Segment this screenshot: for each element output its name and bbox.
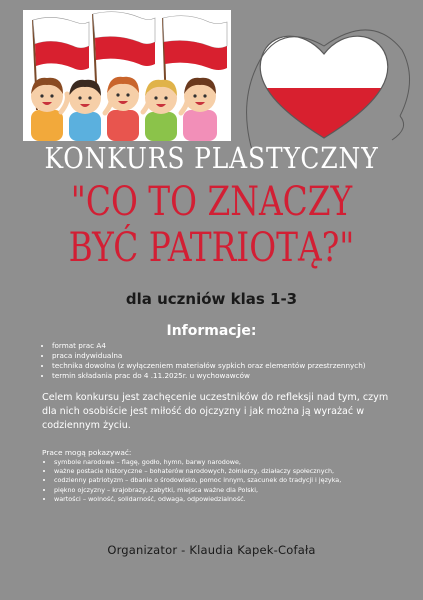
contest-title: KONKURS PLASTYCZNY	[44, 141, 379, 175]
goal-paragraph: Celem konkursu jest zachęcenie uczestników do refleksji nad tym, czym dla nich osobiście jest miłość do ojczyzny i jak można ją wyrażać w codziennym życiu.	[42, 392, 389, 431]
info-heading: Informacje:	[166, 323, 257, 339]
contest-subtitle-line2: BYĆ PATRIOTĄ?"	[68, 225, 355, 271]
info-item: • technika dowolna (z wyłączeniem materiałów sypkich oraz elementów przestrzennych)	[52, 361, 422, 371]
organizer-text: Organizator - Klaudia Kapek-Cofała	[107, 543, 316, 557]
works-heading: Prace mogą pokazywać:	[42, 448, 132, 457]
works-item: • piękno ojczyzny – krajobrazy, zabytki, miejsca ważne dla Polski,	[54, 486, 423, 495]
info-item: • format prac A4	[52, 341, 422, 351]
info-item: • praca indywidualna	[52, 351, 422, 361]
audience-text: dla uczniów klas 1-3	[125, 290, 298, 308]
info-list	[38, 341, 422, 381]
works-item: • symbole narodowe – flagę, godło, hymn, barwy narodowe,	[54, 458, 423, 467]
works-list	[40, 458, 423, 504]
contest-subtitle-line1: "CO TO ZNACZY	[70, 179, 353, 225]
info-item: • termin składania prac do 4 .11.2025r. u wychowawców	[52, 371, 422, 381]
polish-flag-heart-icon	[232, 10, 418, 160]
children-with-flags-illustration	[23, 10, 231, 141]
works-item: • ważne postacie historyczne – bohaterów narodowych, żołnierzy, działaczy społecznych,	[54, 467, 423, 476]
works-item: • codzienny patriotyzm – dbanie o środowisko, pomoc innym, szacunek do tradycji i języka,	[54, 476, 423, 485]
works-item: • wartości – wolność, solidarność, odwaga, odpowiedzialność.	[54, 495, 423, 504]
